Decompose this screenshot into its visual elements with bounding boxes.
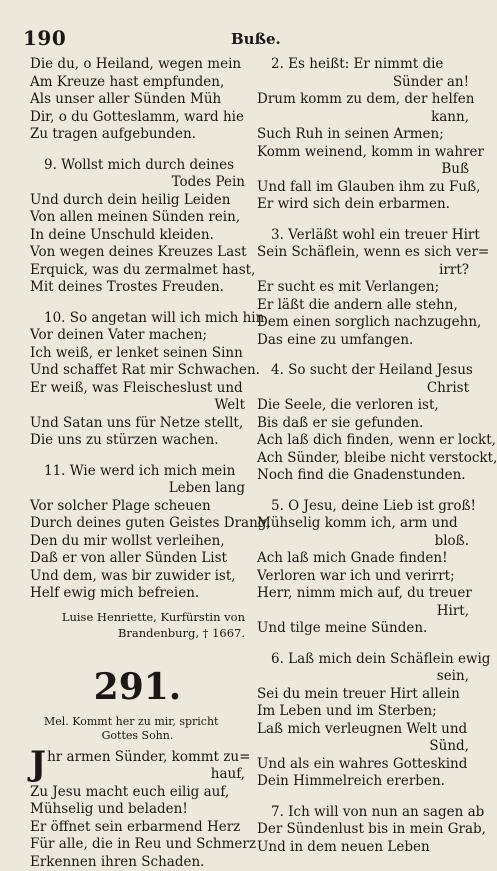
verse-line: 6. Laß mich dein Schäflein ewig — [257, 651, 469, 669]
verse-line: Von wegen deines Kreuzes Last — [30, 244, 245, 262]
author-attribution: Luise Henriette, Kurfürstin von — [30, 609, 245, 625]
verse-line: Sein Schäflein, wenn es sich ver= — [257, 244, 469, 262]
verse-10 — [30, 310, 245, 450]
verse-11 — [30, 463, 245, 603]
verse-line: In deine Unschuld kleiden. — [30, 227, 245, 245]
verse-line: Mit deines Trostes Freuden. — [30, 279, 245, 297]
verse-line: Sei du mein treuer Hirt allein — [257, 686, 469, 704]
verse-line: Die du, o Heiland, wegen mein — [30, 56, 245, 74]
verse-line: kann, — [257, 109, 469, 127]
verse-line: Und tilge meine Sünden. — [257, 620, 469, 638]
verse-line-text: hr armen Sünder, kommt zu= — [47, 749, 250, 765]
verse-line: Verloren war ich und verirrt; — [257, 568, 469, 586]
verse-line: Mühselig komm ich, arm und — [257, 515, 469, 533]
verse-line: Der Sündenlust bis in mein Grab, — [257, 821, 469, 839]
drop-cap: J — [30, 749, 46, 779]
verse-3 — [257, 227, 469, 350]
verse-line: Im Leben und im Sterben; — [257, 703, 469, 721]
verse-line: Erquick, was du zermalmet hast, — [30, 262, 245, 280]
verse-line: Christ — [257, 380, 469, 398]
verse-line: Zu tragen aufgebunden. — [30, 126, 245, 144]
verse-line: Dein Himmelreich ererben. — [257, 773, 469, 791]
verse-line: Ich weiß, er lenket seinen Sinn — [30, 345, 245, 363]
verse-line: Ach laß mich Gnade finden! — [257, 550, 469, 568]
verse-line: Die Seele, die verloren ist, — [257, 397, 469, 415]
verse-5 — [257, 498, 469, 638]
verse-line: Drum komm zu dem, der helfen — [257, 91, 469, 109]
verse-line: Zu Jesu macht euch eilig auf, — [30, 784, 245, 802]
verse-line: Komm weinend, komm in wahrer — [257, 144, 469, 162]
verse-line: Vor deinen Vater machen; — [30, 327, 245, 345]
verse-7 — [257, 804, 469, 857]
verse-line: Und durch dein heilig Leiden — [30, 192, 245, 210]
verse-line: Daß er von aller Sünden List — [30, 550, 245, 568]
verse-line: Und schaffet Rat mir Schwachen. — [30, 362, 245, 380]
verse-line: Noch find die Gnadenstunden. — [257, 467, 469, 485]
verse-line: Hirt, — [257, 603, 469, 621]
verse-line: Er läßt die andern alle stehn, — [257, 297, 469, 315]
verse-line — [30, 749, 245, 767]
verse-line: Für alle, die in Reu und Schmerz — [30, 836, 245, 854]
verse-line: Erkennen ihren Schaden. — [30, 854, 245, 871]
melody-reference: Mel. Kommt her zu mir, spricht — [30, 715, 245, 729]
verse-line: Er sucht es mit Verlangen; — [257, 279, 469, 297]
verse-line: Den du mir wollst verleihen, — [30, 533, 245, 551]
verse-line: Sünder an! — [257, 74, 469, 92]
verse-line: 3. Verläßt wohl ein treuer Hirt — [257, 227, 469, 245]
verse-line: bloß. — [257, 533, 469, 551]
verse-line: Das eine zu umfangen. — [257, 332, 469, 350]
verse-line: Dem einen sorglich nachzugehn, — [257, 314, 469, 332]
verse-line: Dir, o du Gotteslamm, ward hie — [30, 109, 245, 127]
verse-9 — [30, 157, 245, 297]
verse-line: Sünd, — [257, 738, 469, 756]
hymn-number: 291. — [30, 667, 245, 709]
verse-line: Von allen meinen Sünden rein, — [30, 209, 245, 227]
verse-line: 2. Es heißt: Er nimmt die — [257, 56, 469, 74]
verse-line: sein, — [257, 668, 469, 686]
verse-line: Ach Sünder, bleibe nicht verstockt, — [257, 450, 469, 468]
page-header: Buße. — [231, 30, 281, 48]
verse-line: Er wird sich dein erbarmen. — [257, 196, 469, 214]
verse-line: Todes Pein — [30, 174, 245, 192]
verse-line: Und dem, was bir zuwider ist, — [30, 568, 245, 586]
verse-8 — [30, 56, 245, 144]
verse-line: hauf, — [30, 766, 245, 784]
verse-line: 4. So sucht der Heiland Jesus — [257, 362, 469, 380]
verse-line: Und in dem neuen Leben — [257, 839, 469, 857]
verse-line: 9. Wollst mich durch deines — [30, 157, 245, 175]
author-attribution: Brandenburg, † 1667. — [30, 625, 245, 641]
verse-line: Helf ewig mich befreien. — [30, 585, 245, 603]
verse-line: Laß mich verleugnen Welt und — [257, 721, 469, 739]
verse-line: irrt? — [257, 262, 469, 280]
verse-line: Bis daß er sie gefunden. — [257, 415, 469, 433]
page-number: 190 — [23, 26, 66, 50]
verse-line: Und als ein wahres Gotteskind — [257, 756, 469, 774]
verse-line: Als unser aller Sünden Müh — [30, 91, 245, 109]
verse-line: Such Ruh in seinen Armen; — [257, 126, 469, 144]
verse-2 — [257, 56, 469, 214]
verse-line: Und fall im Glauben ihm zu Fuß, — [257, 179, 469, 197]
verse-4 — [257, 362, 469, 485]
verse-line: Buß — [257, 161, 469, 179]
verse-line: Vor solcher Plage scheuen — [30, 498, 245, 516]
verse-line: Mühselig und beladen! — [30, 801, 245, 819]
verse-line: Und Satan uns für Netze stellt, — [30, 415, 245, 433]
verse-6 — [257, 651, 469, 791]
verse-line: Die uns zu stürzen wachen. — [30, 432, 245, 450]
verse-line: Durch deines guten Geistes Drang, — [30, 515, 245, 533]
verse-line: Ach laß dich finden, wenn er lockt, — [257, 432, 469, 450]
right-column — [257, 56, 469, 856]
left-column — [30, 56, 245, 871]
verse-line: 11. Wie werd ich mich mein — [30, 463, 245, 481]
verse-line: Er weiß, was Fleischeslust und — [30, 380, 245, 398]
verse-line: 7. Ich will von nun an sagen ab — [257, 804, 469, 822]
verse-line: Welt — [30, 397, 245, 415]
verse-line: Herr, nimm mich auf, du treuer — [257, 585, 469, 603]
melody-reference: Gottes Sohn. — [30, 729, 245, 743]
verse-line: 5. O Jesu, deine Lieb ist groß! — [257, 498, 469, 516]
verse-line: Leben lang — [30, 480, 245, 498]
verse-line: Am Kreuze hast empfunden, — [30, 74, 245, 92]
hymn-verse-1 — [30, 749, 245, 871]
verse-line: 10. So angetan will ich mich hin — [30, 310, 245, 328]
verse-line: Er öffnet sein erbarmend Herz — [30, 819, 245, 837]
